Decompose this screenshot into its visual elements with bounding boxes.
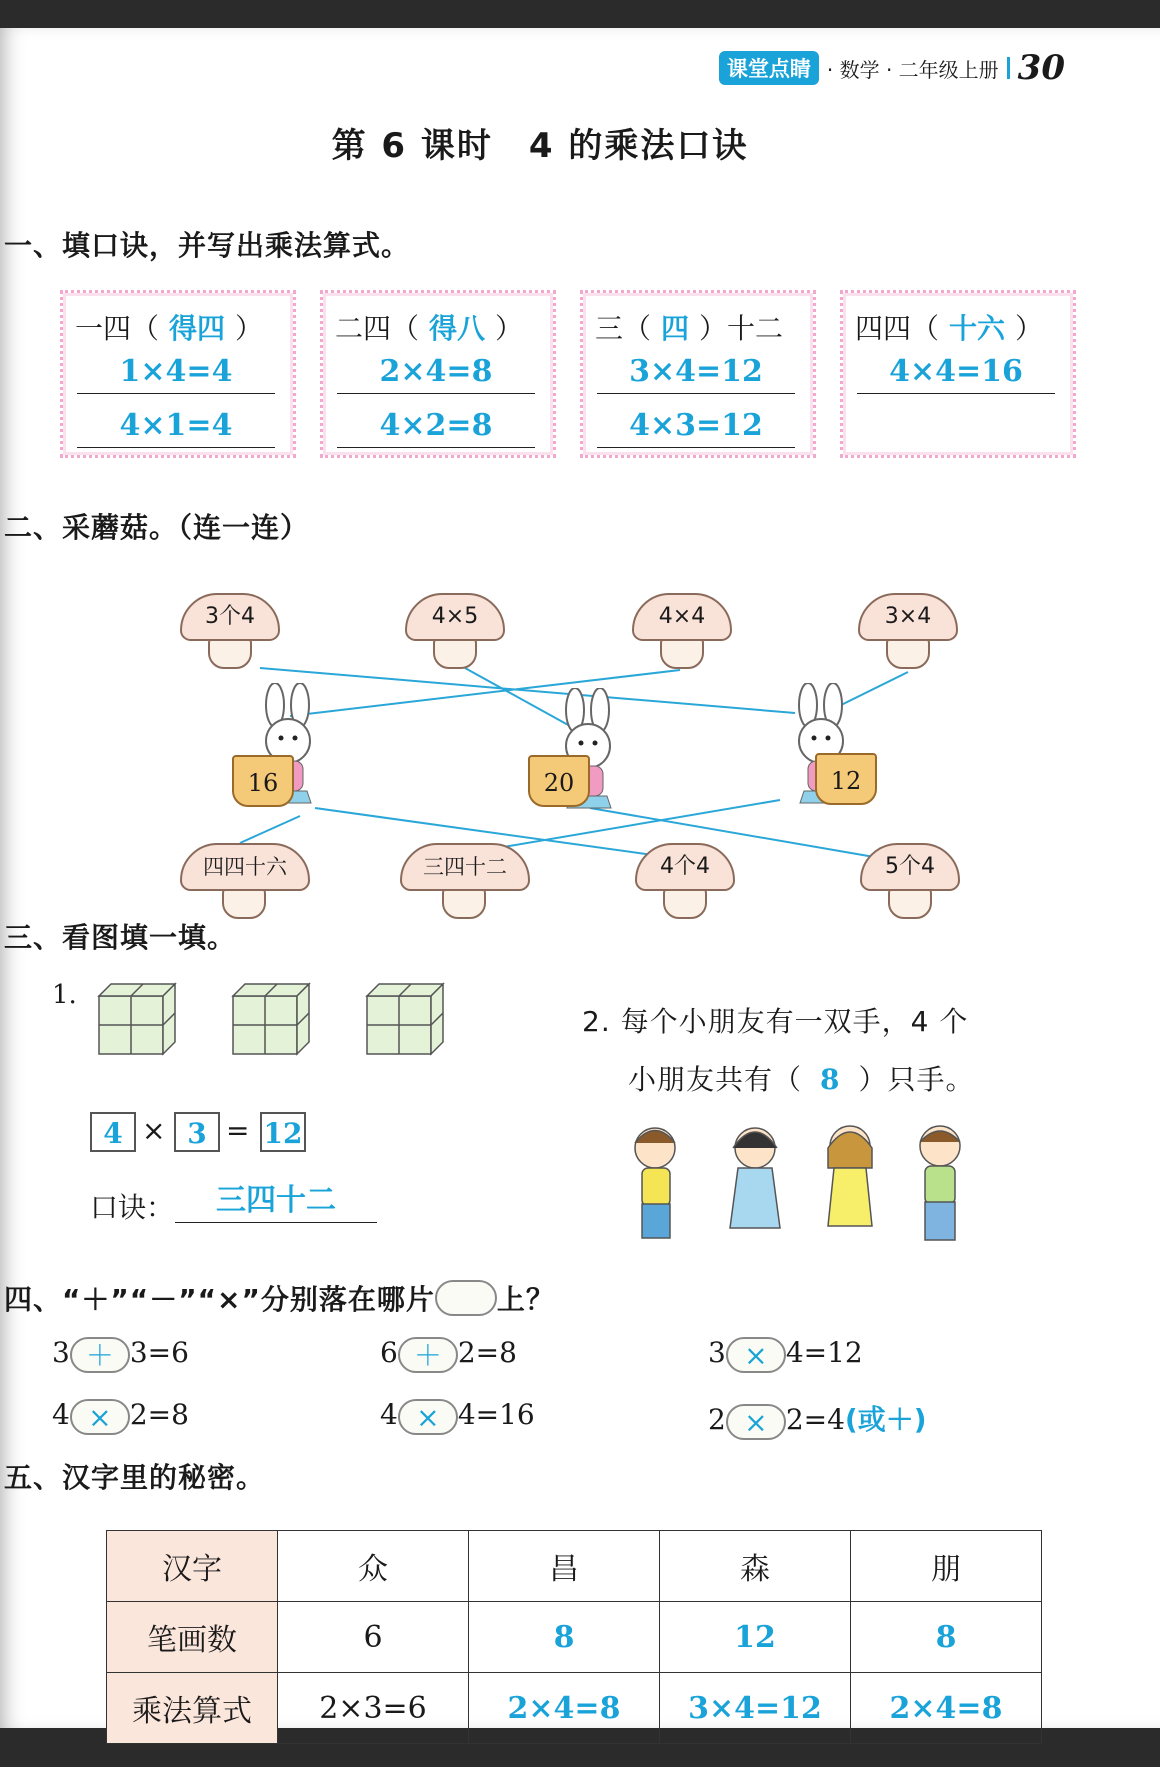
mushroom-bottom[interactable]: [635, 843, 735, 921]
rhyme-box-2: [320, 290, 556, 458]
children-illustration: [620, 1118, 980, 1258]
equals-sign: =: [226, 1114, 250, 1147]
mushroom-label: 3个4: [180, 593, 280, 641]
table-cell: 朋: [851, 1531, 1042, 1602]
rhyme-text: 一四（: [75, 312, 160, 345]
hanzi-table: [106, 1530, 1042, 1744]
brand-badge: 课堂点睛: [719, 51, 819, 85]
mushroom-bottom[interactable]: [860, 843, 960, 921]
cloud-answer[interactable]: ×: [70, 1399, 130, 1435]
rhyme-answer: 四: [661, 312, 690, 345]
page-header: [719, 48, 1065, 88]
cloud-answer[interactable]: ×: [726, 1404, 786, 1440]
equation-line: 4×1=4: [77, 405, 275, 448]
cube-drawing: [95, 978, 455, 1060]
table-row: [107, 1673, 1042, 1744]
cloud-answer[interactable]: ×: [726, 1337, 786, 1373]
equation-line: 3×4=12: [597, 351, 795, 394]
rhyme-answer-line[interactable]: 三四十二: [175, 1180, 377, 1223]
mushroom-label: 三四十二: [400, 843, 530, 891]
rhyme-box-4: [840, 290, 1076, 458]
operand: 4: [52, 1398, 70, 1431]
table-cell: 众: [278, 1531, 469, 1602]
rhyme-box-3: [580, 290, 816, 458]
operand: 4=16: [457, 1398, 535, 1431]
cloud-answer[interactable]: ×: [398, 1399, 458, 1435]
equation-line: 4×3=12: [597, 405, 795, 448]
operand: 4: [380, 1398, 398, 1431]
table-row: [107, 1602, 1042, 1673]
cloud-answer[interactable]: ＋: [398, 1337, 458, 1373]
table-answer-cell[interactable]: 8: [851, 1602, 1042, 1673]
rhyme-text: 二四（: [335, 312, 420, 345]
table-header-cell: 笔画数: [107, 1602, 278, 1673]
mushroom-label: 4×5: [405, 593, 505, 641]
table-header-cell: 汉字: [107, 1531, 278, 1602]
mushroom-bottom[interactable]: [400, 843, 530, 921]
worksheet-page: [0, 28, 1160, 1728]
table-answer-cell[interactable]: 8: [469, 1602, 660, 1673]
rhyme-answer: 十六: [949, 312, 1006, 345]
op-item: [708, 1336, 863, 1373]
equation-line: 2×4=8: [337, 351, 535, 394]
operand: 4=12: [785, 1336, 863, 1369]
rhyme-text: ）: [495, 312, 524, 345]
cloud-answer[interactable]: ＋: [70, 1337, 130, 1373]
operand: 3=6: [129, 1336, 189, 1369]
factor-box-2[interactable]: 3: [174, 1112, 220, 1152]
rhyme-text: ）: [1015, 312, 1044, 345]
operand: 2: [708, 1403, 726, 1436]
table-answer-cell[interactable]: 2×4=8: [851, 1673, 1042, 1744]
section-3-heading: 三、看图填一填。: [4, 921, 237, 954]
table-cell: 森: [660, 1531, 851, 1602]
table-cell: 2×3=6: [278, 1673, 469, 1744]
operand: 2=8: [457, 1336, 517, 1369]
mushroom-top[interactable]: [180, 593, 280, 671]
section-4-heading: [4, 1278, 555, 1318]
basket[interactable]: 12: [815, 753, 877, 805]
table-cell: 6: [278, 1602, 469, 1673]
page-number: 30: [1017, 48, 1065, 88]
alt-answer: (或＋): [844, 1403, 927, 1436]
cloud-icon: [435, 1280, 497, 1316]
mushroom-label: 四四十六: [180, 843, 310, 891]
equation-line: 1×4=4: [77, 351, 275, 394]
rhyme-answer: 得八: [429, 312, 486, 345]
product-box[interactable]: 12: [260, 1112, 306, 1152]
op-item: [380, 1398, 535, 1435]
q2-answer[interactable]: 8: [820, 1063, 841, 1096]
times-sign: ×: [142, 1114, 166, 1147]
rhyme-box-1: [60, 290, 296, 458]
question-2-text: 2. 每个小朋友有一双手，4 个: [582, 1005, 969, 1038]
rhyme-text: ）十二: [699, 312, 784, 345]
table-answer-cell[interactable]: 12: [660, 1602, 851, 1673]
op-item: [52, 1336, 189, 1373]
op-item: [708, 1398, 927, 1440]
lesson-title: 第 6 课时 4 的乘法口诀: [331, 126, 749, 166]
equation-line: 4×2=8: [337, 405, 535, 448]
mushroom-label: 5个4: [860, 843, 960, 891]
mushroom-top[interactable]: [632, 593, 732, 671]
mushroom-label: 4×4: [632, 593, 732, 641]
basket[interactable]: 20: [528, 755, 590, 807]
rhyme-answer: 得四: [169, 312, 226, 345]
section-5-heading: 五、汉字里的秘密。: [4, 1461, 266, 1494]
operand: 2=8: [129, 1398, 189, 1431]
table-answer-cell[interactable]: 3×4=12: [660, 1673, 851, 1744]
factor-box-1[interactable]: 4: [90, 1112, 136, 1152]
table-answer-cell[interactable]: 2×4=8: [469, 1673, 660, 1744]
table-header-cell: 乘法算式: [107, 1673, 278, 1744]
mushroom-label: 4个4: [635, 843, 735, 891]
section-1-heading: 一、填口诀，并写出乘法算式。: [4, 229, 411, 262]
q2-text: ）只手。: [858, 1063, 975, 1096]
op-item: [380, 1336, 517, 1373]
operand: 2=4: [785, 1403, 845, 1436]
rhyme-label: 口诀：: [90, 1191, 175, 1224]
rhyme-text: 四四（: [855, 312, 940, 345]
heading-text: 上？: [496, 1283, 555, 1316]
subject-label: · 数学 · 二年级上册: [826, 57, 999, 82]
heading-text: 四、“＋”“－”“×”分别落在哪片: [4, 1283, 435, 1316]
op-item: [52, 1398, 189, 1435]
rhyme-text: 三（: [595, 312, 652, 345]
table-cell: 昌: [469, 1531, 660, 1602]
header-divider: [1007, 57, 1010, 79]
mushroom-label: 3×4: [858, 593, 958, 641]
basket[interactable]: 16: [232, 755, 294, 807]
operand: 3: [708, 1336, 726, 1369]
question-number: 1.: [52, 980, 77, 1010]
operand: 3: [52, 1336, 70, 1369]
q2-text: 小朋友共有（: [628, 1063, 803, 1096]
table-row: [107, 1531, 1042, 1602]
operand: 6: [380, 1336, 398, 1369]
equation-line: 4×4=16: [857, 351, 1055, 394]
mushroom-top[interactable]: [858, 593, 958, 671]
mushroom-top[interactable]: [405, 593, 505, 671]
mushroom-bottom[interactable]: [180, 843, 310, 921]
section-2-heading: 二、采蘑菇。（连一连）: [4, 511, 310, 544]
question-2-line2: [628, 1058, 975, 1098]
rhyme-text: ）: [235, 312, 264, 345]
